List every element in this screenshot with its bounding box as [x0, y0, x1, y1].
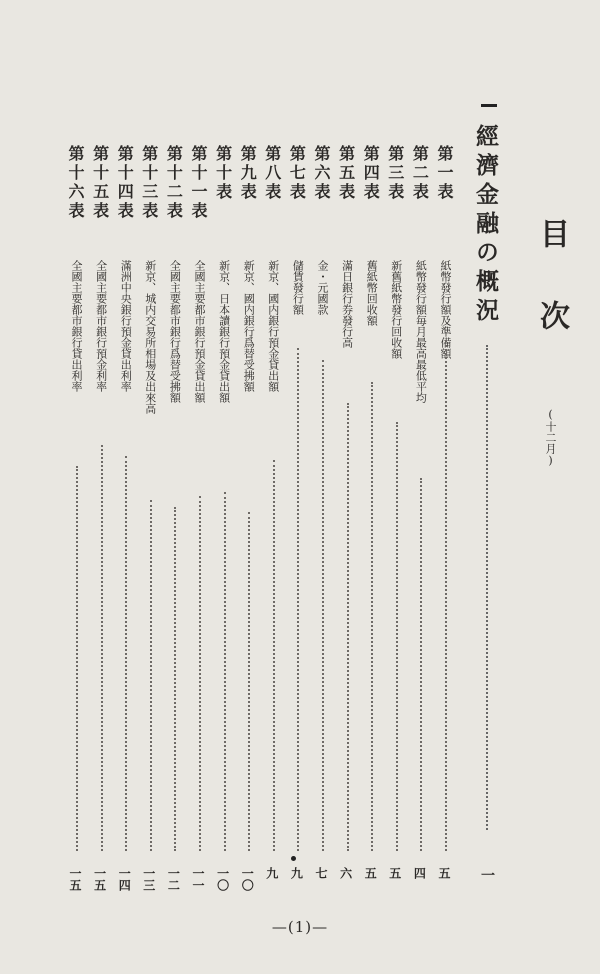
leader-dots — [101, 445, 103, 851]
page-number: 一三 — [141, 867, 156, 891]
table-title: 紙幣發行額及準備額 — [439, 260, 452, 359]
page-number: 五 — [363, 867, 378, 879]
table-title: 新京、國内銀行爲替受拂額 — [242, 260, 256, 392]
table-title: 全國主要都市銀行預金利率 — [94, 260, 108, 392]
leader-dots — [420, 478, 422, 851]
table-number: 第十二表 — [164, 145, 184, 221]
table-title: 舊紙幣回收額 — [365, 260, 379, 326]
page-number: 六 — [338, 867, 353, 879]
table-title: 全國主要都市銀行貸出利率 — [70, 260, 83, 392]
table-number: 第四表 — [361, 145, 381, 202]
page-number: 五 — [387, 867, 402, 879]
table-title: 全國主要都市銀行預金貸出額 — [193, 260, 206, 403]
table-number: 第五表 — [336, 145, 356, 202]
leader-dots — [174, 507, 176, 851]
table-number: 第八表 — [262, 145, 282, 202]
page-number: 一五 — [92, 867, 107, 891]
leader-dots — [273, 460, 275, 851]
table-title: 新舊紙幣發行回收額 — [389, 260, 403, 359]
table-number: 第九表 — [238, 145, 258, 202]
page-number: 一四 — [117, 867, 132, 891]
section-leader-dots — [486, 345, 488, 830]
table-number: 第十表 — [213, 145, 233, 202]
table-title: 新京、日本讀銀行預金貸出額 — [217, 260, 231, 403]
table-title: 滿日銀行券發行高 — [340, 260, 354, 348]
section-page-number: 一 — [479, 868, 495, 882]
leader-dots — [396, 422, 398, 851]
table-number: 第六表 — [312, 145, 331, 202]
toc-entry[interactable] — [63, 145, 93, 925]
table-title: 紙幣發行額毎月最高最低平均 — [414, 260, 428, 403]
page-number: 四 — [412, 867, 427, 879]
leader-dots — [76, 466, 78, 851]
table-title: 新京、國内銀行預金貸出額 — [266, 260, 280, 392]
leader-dots — [248, 512, 250, 851]
table-number: 第二表 — [410, 145, 430, 202]
table-number: 第十五表 — [90, 145, 110, 221]
leader-dots — [347, 403, 349, 851]
table-title: 金・元國款 — [316, 260, 329, 315]
page-number: 一〇 — [240, 867, 255, 891]
table-title: 滿洲中央銀行預金貸出利率 — [119, 260, 133, 392]
leader-dots — [445, 340, 447, 851]
leader-dots — [125, 456, 127, 851]
section-number-mark — [481, 104, 497, 107]
page-number: 九 — [264, 867, 279, 879]
table-title: 儲賃發行額 — [291, 260, 305, 315]
ink-speck — [291, 856, 296, 861]
table-number: 第三表 — [385, 145, 405, 202]
table-number: 第十三表 — [139, 145, 159, 221]
leader-dots — [150, 500, 152, 851]
page-subtitle: (十二月) — [544, 408, 557, 467]
page-number: 一〇 — [215, 867, 230, 891]
table-number: 第十六表 — [66, 145, 85, 221]
page-title: 目次 — [534, 218, 569, 382]
page-number: 一五 — [68, 867, 82, 891]
leader-dots — [199, 496, 201, 851]
table-number: 第十四表 — [115, 145, 135, 221]
page-number: 九 — [289, 867, 304, 879]
table-number: 第七表 — [287, 145, 307, 202]
leader-dots — [297, 348, 299, 851]
leader-dots — [224, 492, 226, 851]
page-number: 七 — [314, 867, 328, 879]
table-number: 第一表 — [435, 145, 454, 202]
leader-dots — [371, 382, 373, 851]
leader-dots — [322, 360, 324, 851]
section-title: 經濟金融の概況 — [472, 124, 499, 327]
page-number-footer: —(1)— — [271, 918, 329, 936]
table-title: 全國主要都市銀行爲替受拂額 — [168, 260, 182, 403]
page-number: 一二 — [166, 867, 181, 891]
page-number: 一一 — [191, 867, 205, 891]
table-title: 新京、城内交易所相場及出來高 — [143, 260, 157, 414]
table-number: 第十一表 — [189, 145, 208, 221]
page-number: 五 — [437, 867, 451, 879]
